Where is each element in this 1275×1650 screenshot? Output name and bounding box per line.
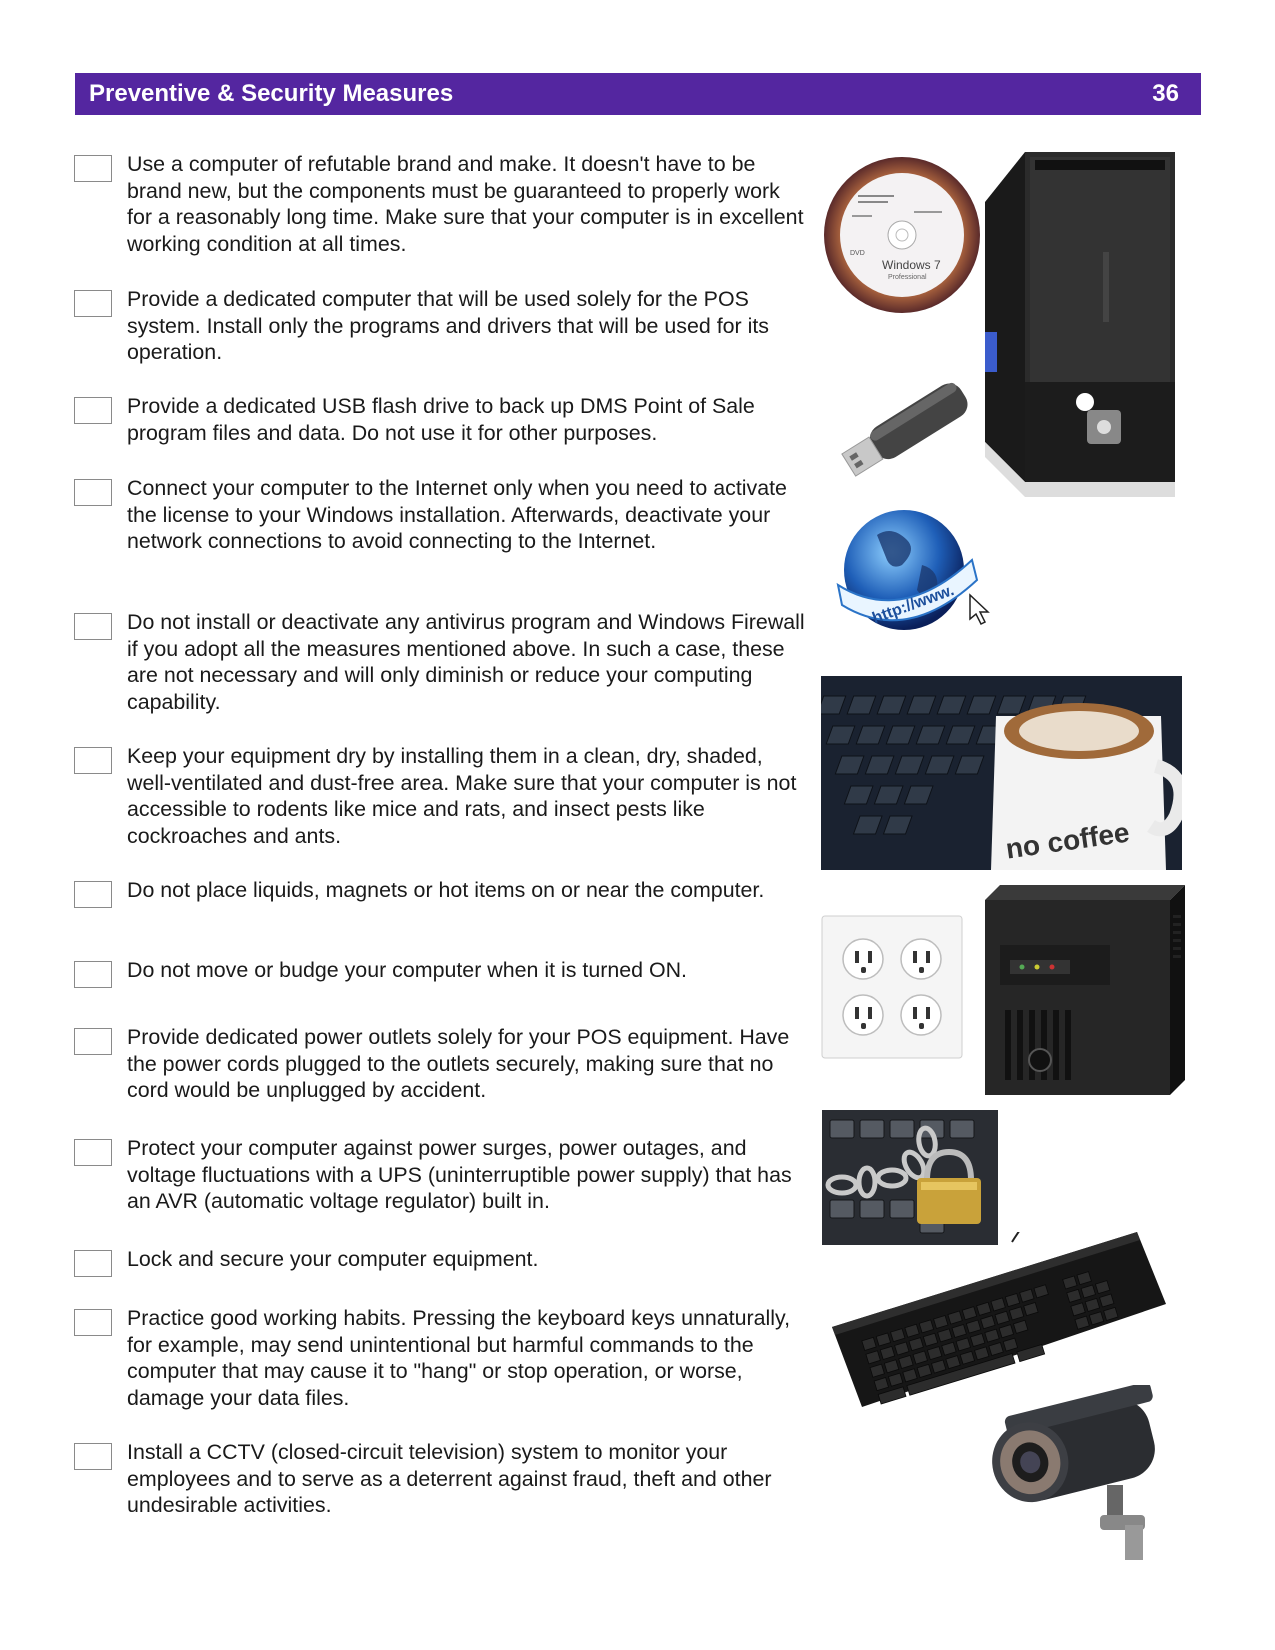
mug-text: no coffee bbox=[1003, 816, 1132, 865]
checkbox[interactable] bbox=[74, 290, 112, 317]
checklist-item-text: Use a computer of refutable brand and make. It doesn't have to be brand new, but the components must be guaranteed to properly work for a reasonably long time. Make sure that your computer is in excellent working condition at all times. bbox=[127, 152, 804, 257]
checkbox[interactable] bbox=[74, 881, 112, 908]
checklist-item-text: Do not install or deactivate any antivirus program and Windows Firewall if you adopt all the measures mentioned above. In such a case, these are not necessary and will only diminish or reduce your computing capability. bbox=[127, 610, 805, 715]
checkbox[interactable] bbox=[74, 961, 112, 988]
checkbox[interactable] bbox=[74, 747, 112, 774]
checkbox[interactable] bbox=[74, 1028, 112, 1055]
checklist-item-text: Lock and secure your computer equipment. bbox=[127, 1247, 539, 1271]
power-outlet-image bbox=[821, 915, 963, 1059]
ups-device-image bbox=[985, 885, 1185, 1105]
chained-keyboard-lock-image bbox=[822, 1110, 998, 1245]
checklist-item-text: Provide a dedicated USB flash drive to back up DMS Point of Sale program files and data. Do not use it for other purposes. bbox=[127, 394, 755, 445]
page-number: 36 bbox=[1152, 80, 1179, 107]
desktop-tower-image bbox=[985, 152, 1185, 522]
windows-dvd-disc-image bbox=[822, 155, 982, 315]
usb-flash-drive-image bbox=[832, 372, 977, 482]
checklist-item-text: Provide dedicated power outlets solely for your POS equipment. Have the power cords plugged to the outlets securely, making sure that no cord would be unplugged by accident. bbox=[127, 1025, 790, 1103]
checklist-item-text: Protect your computer against power surges, power outages, and voltage fluctuations with a UPS (uninterruptible power supply) that has an AVR (automatic voltage regulator) built in. bbox=[127, 1136, 792, 1214]
globe-banner-text: http://www. bbox=[870, 581, 957, 628]
checkbox[interactable] bbox=[74, 1250, 112, 1277]
checklist-item-text: Do not place liquids, magnets or hot items on or near the computer. bbox=[127, 878, 765, 902]
globe-internet-image bbox=[832, 505, 1012, 645]
disc-type-label: DVD bbox=[850, 250, 865, 257]
checklist-item-text: Practice good working habits. Pressing the keyboard keys unnaturally, for example, may send unintentional but harmful commands to the computer that may cause it to "hang" or stop operation, or worse, damage your data files. bbox=[127, 1306, 791, 1411]
disc-edition-label: Professional bbox=[888, 274, 927, 281]
cctv-camera-image bbox=[985, 1385, 1175, 1565]
checkbox[interactable] bbox=[74, 155, 112, 182]
checklist-item-text: Install a CCTV (closed-circuit television) system to monitor your employees and to serve as a deterrent against fraud, theft and other undesirable activities. bbox=[127, 1440, 772, 1518]
checkbox[interactable] bbox=[74, 397, 112, 424]
checklist-item-text: Provide a dedicated computer that will be used solely for the POS system. Install only the programs and drivers that will be used for its operation. bbox=[127, 287, 769, 365]
disc-brand-label: Windows 7 bbox=[882, 258, 941, 272]
checklist-item-text: Keep your equipment dry by installing them in a clean, dry, shaded, well-ventilated and dust-free area. Make sure that your computer is not accessible to rodents like mice and rats, and insect pests like cockroaches and ants. bbox=[127, 744, 797, 849]
checkbox[interactable] bbox=[74, 613, 112, 640]
section-header bbox=[75, 73, 1201, 115]
section-title: Preventive & Security Measures bbox=[89, 80, 454, 107]
checkbox[interactable] bbox=[74, 1443, 112, 1470]
keyboard-coffee-image bbox=[821, 676, 1182, 870]
checkbox[interactable] bbox=[74, 1309, 112, 1336]
checklist-item-text: Connect your computer to the Internet only when you need to activate the license to your Windows installation. Afterwards, deactivate your network connections to avoid connecting to the Internet. bbox=[127, 476, 787, 554]
checkbox[interactable] bbox=[74, 479, 112, 506]
checkbox[interactable] bbox=[74, 1139, 112, 1166]
checklist-item-text: Do not move or budge your computer when it is turned ON. bbox=[127, 958, 688, 982]
